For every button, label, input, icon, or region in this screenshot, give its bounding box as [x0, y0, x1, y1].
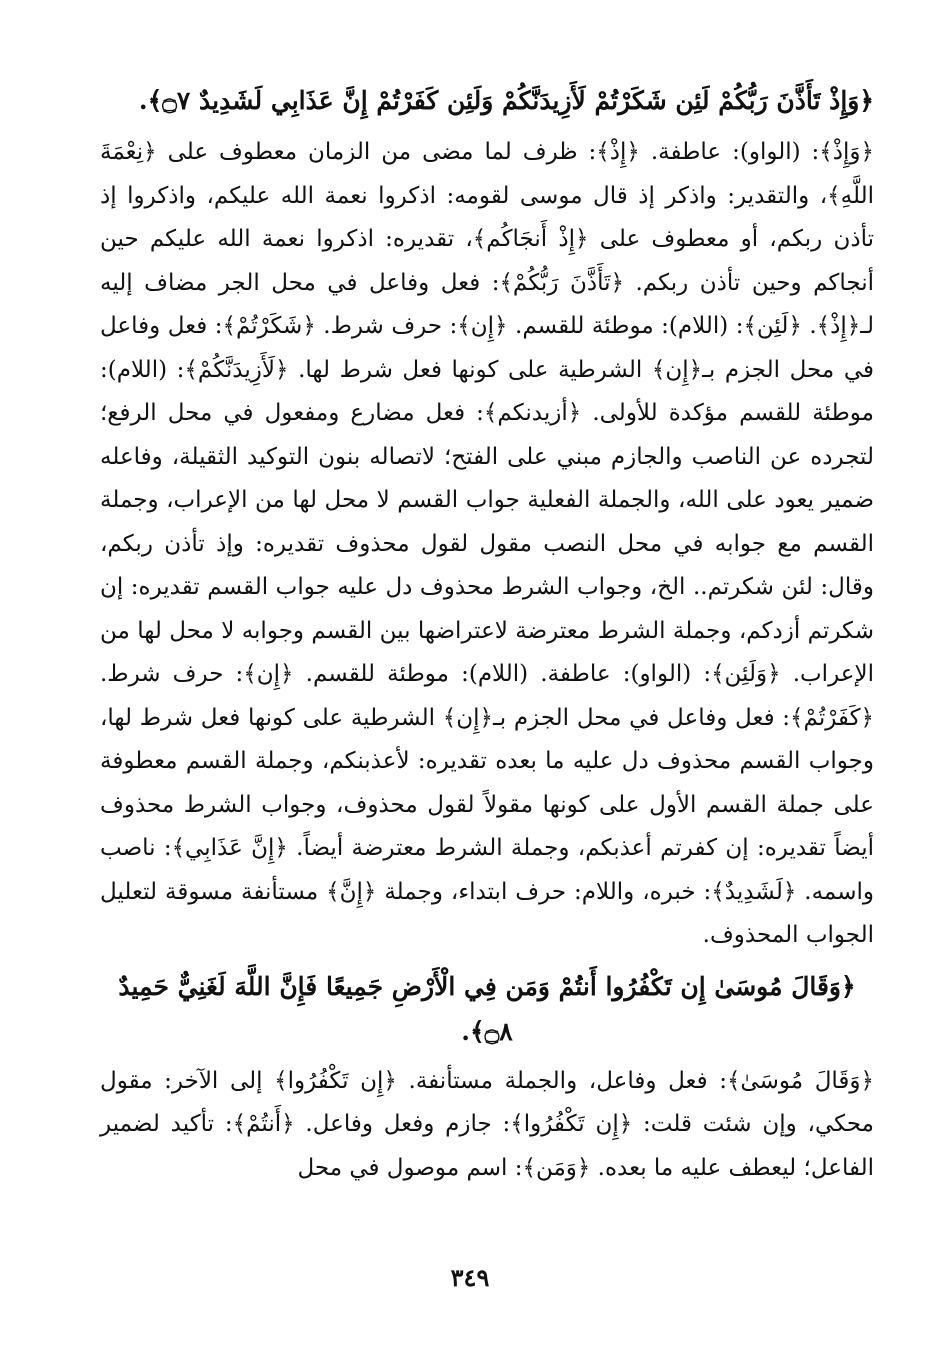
quran-verse-8: ﴿وَقَالَ مُوسَىٰ إِن تَكْفُرُوا أَنتُمْ وَمَن فِي الْأَرْضِ جَمِيعًا فَإِنَّ اللَّهَ لَغَنِيٌّ حَمِيدٌ ۝٨﴾.	[118, 971, 856, 1046]
verse-8-parsing-commentary: ﴿وَقَالَ مُوسَىٰ﴾: فعل وفاعل، والجملة مستأنفة. ﴿إِن تَكْفُرُوا﴾ إلى الآخر: مقول محكي، وإن شئت قلت: ﴿إِن تَكْفُرُوا﴾: جازم وفعل وفاعل. ﴿أَنتُمْ﴾: تأكيد لضمير الفاعل؛ ليعطف عليه ما بعده. ﴿وَمَن﴾: اسم موصول في محل	[100, 1067, 874, 1181]
verse-7-parsing-commentary: ﴿وَإِذْ﴾: (الواو): عاطفة. ﴿إِذْ﴾: ظرف لما مضى من الزمان معطوف على ﴿نِعْمَةَ اللَّهِ﴾، والتقدير: واذكر إذ قال موسى لقومه: اذكروا نعمة الله عليكم، واذكروا إذ تأذن ربكم، أو معطوف على ﴿إِذْ أَنجَاكُم﴾، تقديره: اذكروا نعمة الله عليكم حين أنجاكم وحين تأذن ربكم. ﴿تَأَذَّنَ رَبُّكُمْ﴾: فعل وفاعل في محل الجر مضاف إليه لـ﴿إِذْ﴾. ﴿لَئِن﴾: (اللام): موطئة للقسم. ﴿إِن﴾: حرف شرط. ﴿شَكَرْتُمْ﴾: فعل وفاعل في محل الجزم بـ﴿إِن﴾ الشرطية على كونها فعل شرط لها. ﴿لَأَزِيدَنَّكُمْ﴾: (اللام): موطئة للقسم مؤكدة للأولى. ﴿أزيدنكم﴾: فعل مضارع ومفعول في محل الرفع؛ لتجرده عن الناصب والجازم مبني على الفتح؛ لاتصاله بنون التوكيد الثقيلة، وفاعله ضمير يعود على الله، والجملة الفعلية جواب القسم لا محل لها من الإعراب، وجملة القسم مع جوابه في محل النصب مقول لقول محذوف تقديره: وإذ تأذن ربكم، وقال: لئن شكرتم.. الخ، وجواب الشرط محذوف دل عليه جواب القسم تقديره: إن شكرتم أزدكم، وجملة الشرط معترضة لاعتراضها بين القسم وجوابه لا محل لها من الإعراب. ﴿وَلَئِن﴾: (الواو): عاطفة. (اللام): موطئة للقسم. ﴿إِن﴾: حرف شرط. ﴿كَفَرْتُمْ﴾: فعل وفاعل في محل الجزم بـ﴿إِن﴾ الشرطية على كونها فعل شرط لها، وجواب القسم محذوف دل عليه ما بعده تقديره: لأعذبنكم، وجملة القسم معطوفة على جملة القسم الأول على كونها مقولاً لقول محذوف، وجواب الشرط محذوف أيضاً تقديره: إن كفرتم أعذبكم، وجملة الشرط معترضة أيضاً. ﴿إِنَّ عَذَابِي﴾: ناصب واسمه. ﴿لَشَدِيدٌ﴾: خبره، واللام: حرف ابتداء، وجملة ﴿إِنَّ﴾ مستأنفة مسوقة لتعليل الجواب المحذوف.	[100, 139, 874, 948]
page-number: ٣٤٩	[450, 1263, 490, 1292]
quran-verse-7: ﴿وَإِذْ تَأَذَّنَ رَبُّكُمْ لَئِن شَكَرْتُمْ لَأَزِيدَنَّكُمْ وَلَئِن كَفَرْتُمْ إِنَّ عَذَابِي لَشَدِيدٌ ۝٧﴾.	[138, 86, 874, 115]
